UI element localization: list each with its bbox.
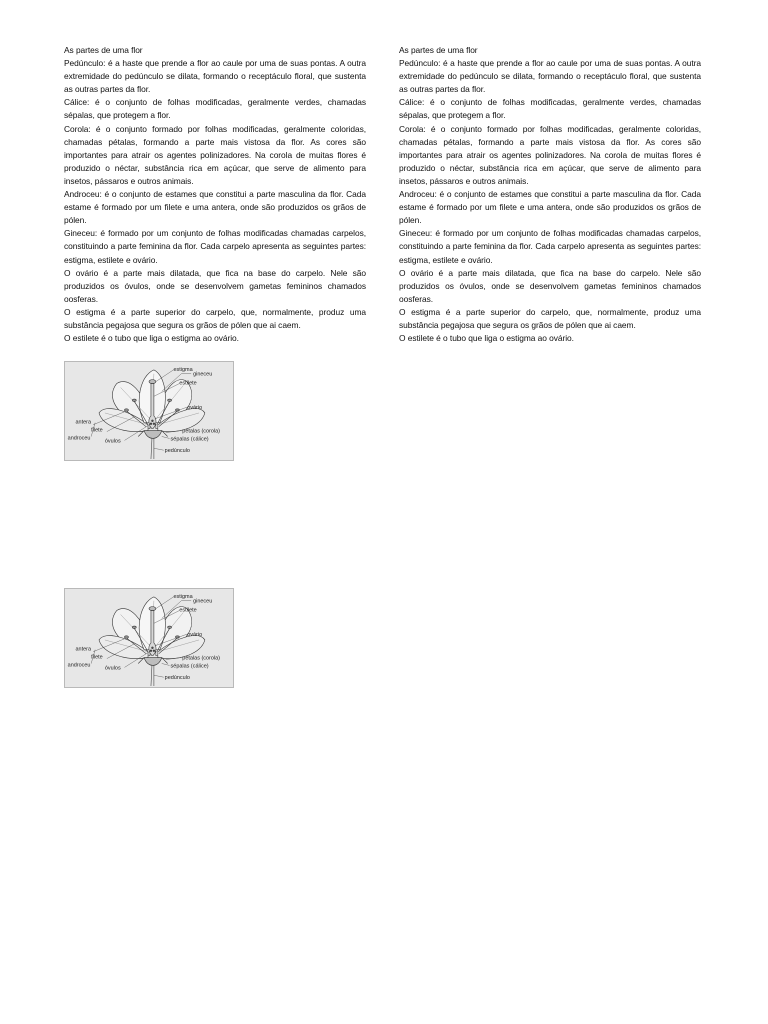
paragraph-estigma: O estigma é a parte superior do carpelo, que, normalmente, produz uma substância pegajosa que segura os grãos de pólen que ai caem. xyxy=(64,306,366,330)
label-antera: antera xyxy=(75,646,92,653)
label-ovario: ovário xyxy=(187,632,203,639)
label-petalas: pétalas (corola) xyxy=(182,655,221,662)
paragraph-pedunculo: Pedúnculo: é a haste que prende a flor ao caule por uma de suas pontas. A outra extremidade do pedúnculo se dilata, formando o receptáculo floral, que sustenta as outras partes da flor. xyxy=(64,58,366,95)
paragraph-ovario: O ovário é a parte mais dilatada, que fica na base do carpelo. Nele são produzidos os óvulos, onde se desenvolvem gametas femininos chamados oosferas. xyxy=(399,267,701,304)
paragraph-corola: Corola: é o conjunto formado por folhas modificadas, geralmente coloridas, chamadas pétalas, formando a parte mais vistosa da flor. As cores são importantes para atrair os agentes polinizadores. Na corola de muitas flores é produzido o néctar, substância rica em açúcar, que serve de alimento para insetos, pássaros e outros animais. xyxy=(64,123,366,186)
label-androceu: androceu xyxy=(67,662,91,669)
flower-diagram xyxy=(64,588,234,688)
label-estigma: estigma xyxy=(173,593,193,600)
label-ovulos: óvulos xyxy=(104,665,121,672)
label-pedunculo: pedúnculo xyxy=(164,675,190,682)
text-column-right xyxy=(399,44,701,345)
paragraph-estilete: O estilete é o tubo que liga o estigma ao ovário. xyxy=(64,333,239,344)
label-filete: filete xyxy=(91,427,103,434)
paragraph-androceu: Androceu: é o conjunto de estames que constitui a parte masculina da flor. Cada estame é formado por um filete e uma antera, onde são produzidos os grãos de pólen. xyxy=(399,189,701,226)
label-pedunculo: pedúnculo xyxy=(164,448,190,455)
flower-diagram xyxy=(64,361,234,461)
label-estilete: estilete xyxy=(179,380,197,387)
label-ovario: ovário xyxy=(187,405,203,412)
flower-illustration xyxy=(65,362,233,460)
label-petalas: pétalas (corola) xyxy=(182,428,221,435)
label-estilete: estilete xyxy=(179,607,197,614)
paragraph-androceu: Androceu: é o conjunto de estames que constitui a parte masculina da flor. Cada estame é formado por um filete e uma antera, onde são produzidos os grãos de pólen. xyxy=(64,189,366,226)
label-sepalas: sépalas (cálice) xyxy=(170,436,209,443)
label-gineceu: gineceu xyxy=(193,598,213,605)
paragraph-pedunculo: Pedúnculo: é a haste que prende a flor ao caule por uma de suas pontas. A outra extremidade do pedúnculo se dilata, formando o receptáculo floral, que sustenta as outras partes da flor. xyxy=(399,58,701,95)
text-column-left xyxy=(64,44,366,345)
flower-illustration xyxy=(65,589,233,687)
paragraph-ovario: O ovário é a parte mais dilatada, que fica na base do carpelo. Nele são produzidos os óvulos, onde se desenvolvem gametas femininos chamados oosferas. xyxy=(64,267,366,304)
paragraph-gineceu: Gineceu: é formado por um conjunto de folhas modificadas chamadas carpelos, constituindo a parte feminina da flor. Cada carpelo apresenta as seguintes partes: estigma, estilete e ovário. xyxy=(64,228,366,265)
label-gineceu: gineceu xyxy=(193,371,213,378)
paragraph-corola: Corola: é o conjunto formado por folhas modificadas, geralmente coloridas, chamadas pétalas, formando a parte mais vistosa da flor. As cores são importantes para atrair os agentes polinizadores. Na corola de muitas flores é produzido o néctar, substância rica em açúcar, que serve de alimento para insetos, pássaros e outros animais. xyxy=(399,123,701,186)
paragraph-estilete: O estilete é o tubo que liga o estigma ao ovário. xyxy=(399,333,574,344)
label-ovulos: óvulos xyxy=(104,438,121,445)
paragraph-calice: Cálice: é o conjunto de folhas modificadas, geralmente verdes, chamadas sépalas, que protegem a flor. xyxy=(399,97,701,121)
paragraph-gineceu: Gineceu: é formado por um conjunto de folhas modificadas chamadas carpelos, constituindo a parte feminina da flor. Cada carpelo apresenta as seguintes partes: estigma, estilete e ovário. xyxy=(399,228,701,265)
document-title: As partes de uma flor xyxy=(399,45,478,55)
label-estigma: estigma xyxy=(173,366,193,373)
paragraph-calice: Cálice: é o conjunto de folhas modificadas, geralmente verdes, chamadas sépalas, que protegem a flor. xyxy=(64,97,366,121)
label-sepalas: sépalas (cálice) xyxy=(170,663,209,670)
document-title: As partes de uma flor xyxy=(64,45,143,55)
label-androceu: androceu xyxy=(67,435,91,442)
paragraph-estigma: O estigma é a parte superior do carpelo, que, normalmente, produz uma substância pegajosa que segura os grãos de pólen que ai caem. xyxy=(399,306,701,330)
label-antera: antera xyxy=(75,419,92,426)
label-filete: filete xyxy=(91,654,103,661)
